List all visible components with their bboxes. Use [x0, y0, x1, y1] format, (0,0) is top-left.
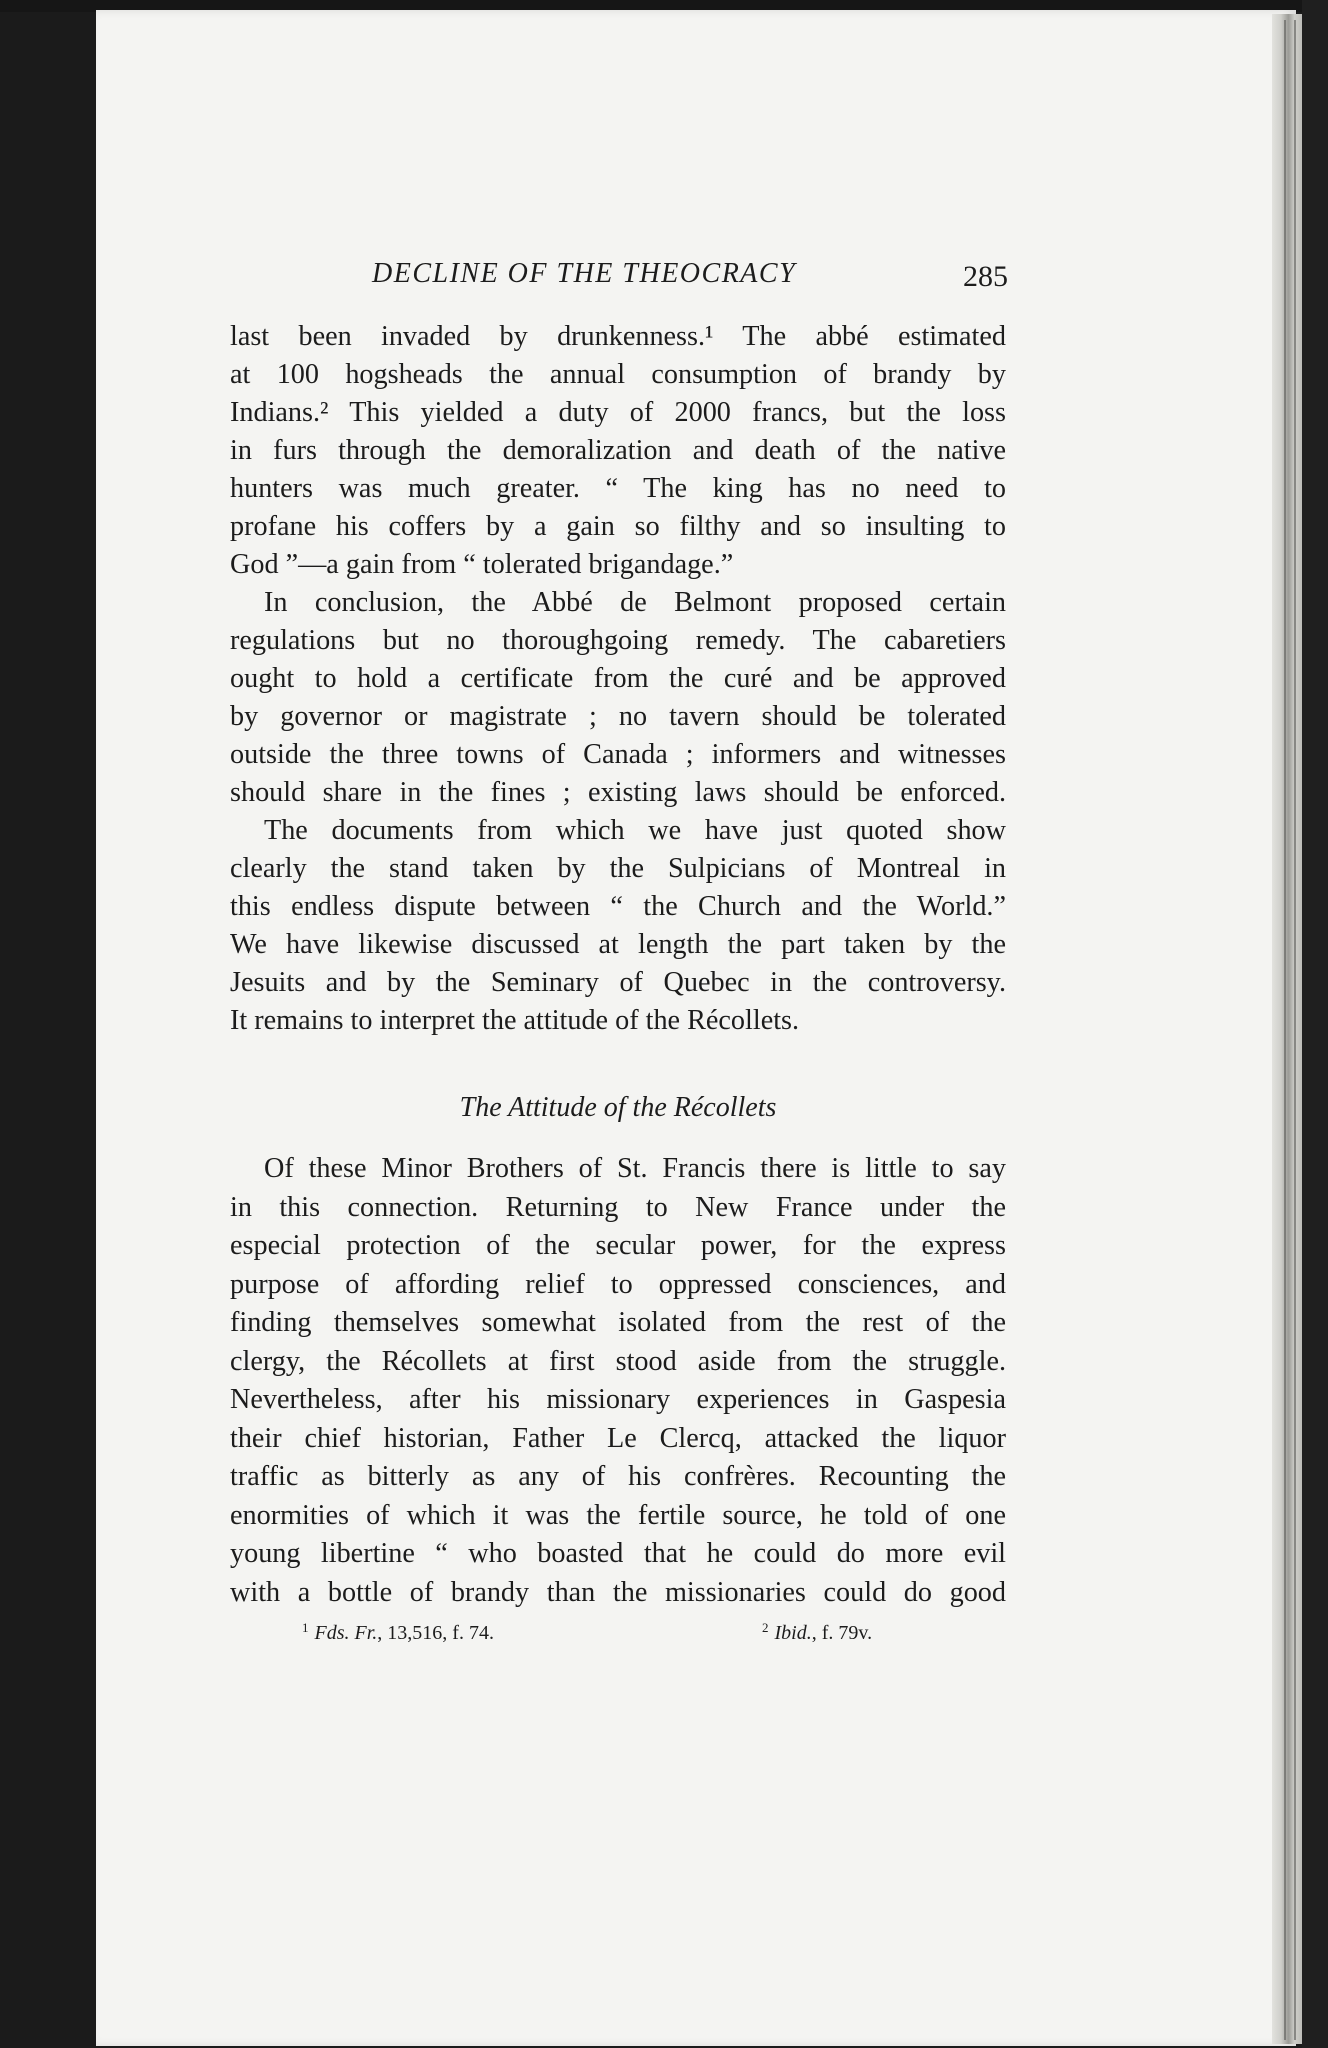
text-line: in this connection. Returning to New France under the [230, 1191, 1006, 1223]
text-line: In conclusion, the Abbé de Belmont proposed certain [264, 587, 1006, 618]
page-edge-strip [1272, 14, 1302, 2044]
text-line: enormities of which it was the fertile source, he told of one [230, 1499, 1006, 1531]
text-line: regulations but no thoroughgoing remedy. The cabaretiers [230, 625, 1006, 656]
page-edge-line [1294, 20, 1296, 2040]
footnotes [230, 1620, 1006, 1650]
text-line: The documents from which we have just quoted show [264, 815, 1006, 846]
text-line: at 100 hogsheads the annual consumption of brandy by [230, 359, 1006, 390]
text-line: in furs through the demoralization and death of the native [230, 435, 1006, 466]
text-line: hunters was much greater. “ The king has no need to [230, 473, 1006, 504]
footnote-1 [302, 1620, 494, 1645]
running-head: DECLINE OF THE THEOCRACY [372, 258, 797, 289]
text-line: with a bottle of brandy than the missionaries could do good [230, 1576, 1006, 1608]
section-heading: The Attitude of the Récollets [459, 1092, 777, 1123]
text-line: finding themselves somewhat isolated from the rest of the [230, 1307, 1006, 1338]
paragraph-2 [230, 584, 1006, 812]
text-line: Nevertheless, after his missionary experiences in Gaspesia [230, 1384, 1006, 1415]
footnote-1-ref: , 13,516, f. 74. [377, 1622, 494, 1644]
page-edge-line [1284, 20, 1286, 2040]
footnote-2-mark: 2 [762, 1620, 769, 1635]
page-header [230, 258, 1010, 298]
footnote-2-source: Ibid. [774, 1622, 812, 1644]
text-line: We have likewise discussed at length the part taken by the [230, 929, 1006, 960]
scan-right-border [1302, 0, 1328, 2048]
text-line: their chief historian, Father Le Clercq, attacked the liquor [230, 1422, 1006, 1454]
page-number: 285 [963, 260, 1008, 293]
text-line: especial protection of the secular power, for the express [230, 1230, 1006, 1261]
text-line: purpose of affording relief to oppressed consciences, and [230, 1268, 1006, 1300]
text-line: It remains to interpret the attitude of the Récollets. [230, 1005, 800, 1036]
text-line: this endless dispute between “ the Church and the World.” [230, 891, 1006, 922]
text-line: young libertine “ who boasted that he could do more evil [230, 1538, 1006, 1569]
paragraph-1 [230, 318, 1006, 584]
paragraph-4 [230, 1150, 1006, 1612]
text-line: outside the three towns of Canada ; informers and witnesses [230, 739, 1006, 770]
text-line: clergy, the Récollets at first stood aside from the struggle. [230, 1345, 1006, 1377]
footnote-2-ref: , f. 79v. [811, 1622, 873, 1644]
footnote-1-mark: 1 [302, 1620, 309, 1635]
text-line: should share in the fines ; existing laws should be enforced. [230, 777, 1006, 808]
body-text-top [230, 318, 1006, 1040]
text-line: ought to hold a certificate from the curé and be approved [230, 663, 1006, 694]
text-line: clearly the stand taken by the Sulpicians of Montreal in [230, 853, 1006, 884]
text-line: Of these Minor Brothers of St. Francis there is little to say [264, 1153, 1006, 1184]
paragraph-3 [230, 812, 1006, 1040]
text-line: God ”—a gain from “ tolerated brigandage.” [230, 549, 734, 580]
text-line: last been invaded by drunkenness.¹ The abbé estimated [230, 321, 1006, 352]
text-line: by governor or magistrate ; no tavern should be tolerated [230, 701, 1006, 732]
text-line: profane his coffers by a gain so filthy and so insulting to [230, 511, 1006, 542]
text-line: traffic as bitterly as any of his confrères. Recounting the [230, 1461, 1006, 1492]
text-line: Indians.² This yielded a duty of 2000 francs, but the loss [230, 397, 1006, 428]
footnote-1-source: Fds. Fr. [314, 1622, 378, 1644]
body-text-bottom [230, 1150, 1006, 1612]
footnote-2 [762, 1620, 872, 1645]
text-line: Jesuits and by the Seminary of Quebec in the controversy. [230, 967, 1006, 998]
